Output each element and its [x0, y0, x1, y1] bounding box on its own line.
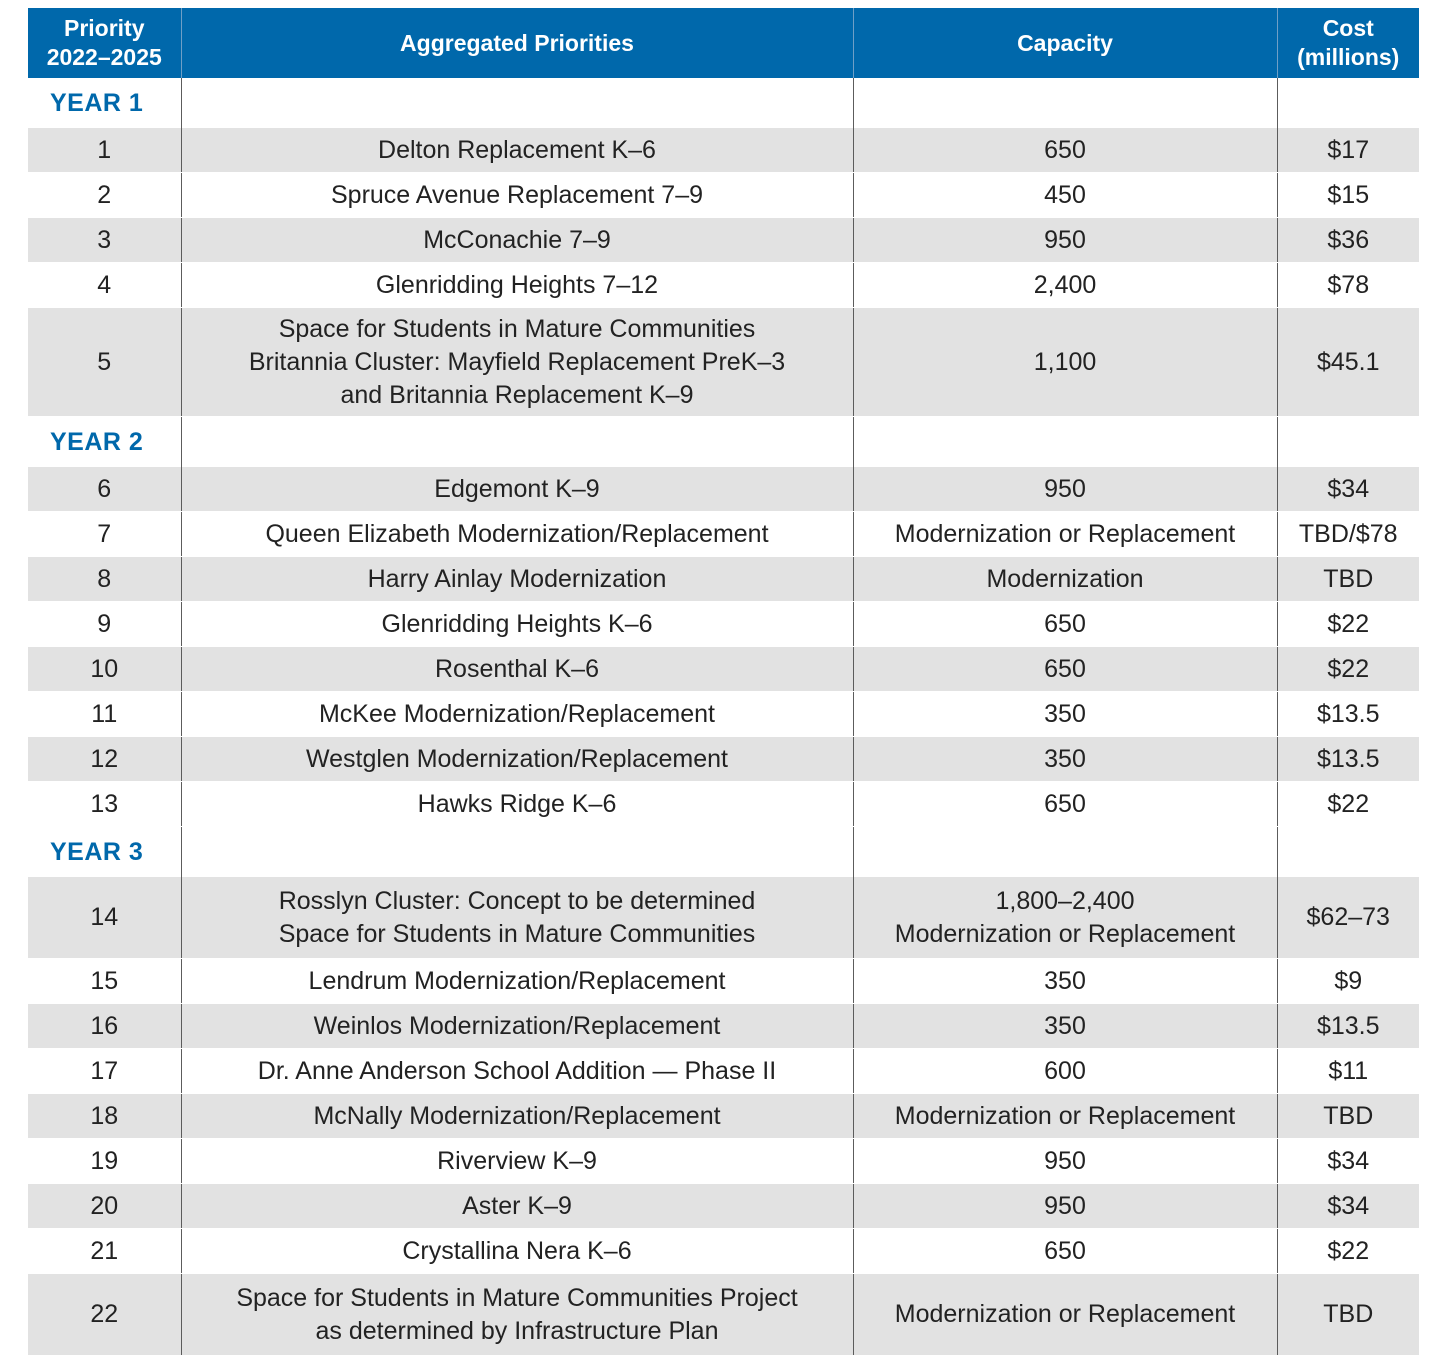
- aggregated-priority-line: Lendrum Modernization/Replacement: [308, 966, 726, 995]
- header-priority: [28, 8, 181, 78]
- table-row: [28, 1274, 1419, 1356]
- aggregated-priority-line: Delton Replacement K–6: [378, 135, 656, 164]
- aggregated-priority-line: Weinlos Modernization/Replacement: [313, 1011, 721, 1040]
- table-body: [28, 78, 1419, 1356]
- capacity-line: Modernization or Replacement: [894, 1300, 1236, 1328]
- table-row: [28, 647, 1419, 692]
- capacity: [853, 218, 1277, 263]
- capacity: [853, 877, 1277, 959]
- aggregated-priority: [181, 1274, 853, 1356]
- header-aggregated-priorities: Aggregated Priorities: [181, 8, 853, 78]
- cost: $36: [1277, 218, 1419, 263]
- capacity: [853, 1184, 1277, 1229]
- priority-number: 20: [28, 1184, 181, 1229]
- cost: $11: [1277, 1049, 1419, 1094]
- aggregated-priority-line: Rosslyn Cluster: Concept to be determined: [278, 886, 756, 915]
- capacity-line: 950: [1044, 1146, 1086, 1175]
- table-row: [28, 1229, 1419, 1274]
- table-row: [28, 1139, 1419, 1184]
- cost: $13.5: [1277, 1004, 1419, 1049]
- cost: $13.5: [1277, 737, 1419, 782]
- aggregated-priority: [181, 128, 853, 173]
- aggregated-priority-line: Crystallina Nera K–6: [402, 1236, 632, 1265]
- capacity-line: 1,100: [1033, 347, 1097, 376]
- cost: $34: [1277, 467, 1419, 512]
- year-empty-cell: [1277, 417, 1419, 468]
- aggregated-priority-line: Riverview K–9: [437, 1146, 597, 1175]
- aggregated-priority: [181, 467, 853, 512]
- table-row: [28, 692, 1419, 737]
- priority-number: 14: [28, 877, 181, 959]
- capacity: [853, 959, 1277, 1004]
- capacity: [853, 173, 1277, 218]
- year-section-row: [28, 827, 1419, 878]
- priority-number: 16: [28, 1004, 181, 1049]
- cost: $34: [1277, 1184, 1419, 1229]
- aggregated-priority: [181, 877, 853, 959]
- table-row: [28, 173, 1419, 218]
- cost: $45.1: [1277, 308, 1419, 417]
- table-row: [28, 218, 1419, 263]
- capacity: [853, 128, 1277, 173]
- table-row: [28, 1184, 1419, 1229]
- capacity-line: 950: [1044, 1191, 1086, 1220]
- aggregated-priority-line: McKee Modernization/Replacement: [318, 699, 716, 728]
- year-empty-cell: [1277, 827, 1419, 878]
- priority-number: 4: [28, 263, 181, 308]
- capacity-line: Modernization: [986, 564, 1144, 593]
- aggregated-priority: [181, 782, 853, 827]
- year-empty-cell: [853, 78, 1277, 128]
- capacity: [853, 1004, 1277, 1049]
- cost: $15: [1277, 173, 1419, 218]
- cost: $9: [1277, 959, 1419, 1004]
- priority-number: 22: [28, 1274, 181, 1356]
- header-cost: [1277, 8, 1419, 78]
- cost: TBD: [1277, 1094, 1419, 1139]
- table-row: [28, 128, 1419, 173]
- aggregated-priority-line: Aster K–9: [462, 1191, 572, 1220]
- priority-number: 3: [28, 218, 181, 263]
- aggregated-priority-line: Glenridding Heights 7–12: [375, 270, 659, 299]
- capacity: [853, 557, 1277, 602]
- priority-number: 1: [28, 128, 181, 173]
- table-row: [28, 557, 1419, 602]
- capacity: [853, 782, 1277, 827]
- aggregated-priority: [181, 1184, 853, 1229]
- cost: TBD/$78: [1277, 512, 1419, 557]
- priority-number: 5: [28, 308, 181, 417]
- capacity: [853, 737, 1277, 782]
- aggregated-priority-line: and Britannia Replacement K–9: [340, 380, 694, 409]
- aggregated-priority: [181, 959, 853, 1004]
- capacity: [853, 1139, 1277, 1184]
- cost: $78: [1277, 263, 1419, 308]
- capacity-line: 950: [1044, 474, 1086, 503]
- priority-number: 10: [28, 647, 181, 692]
- aggregated-priority-line: Edgemont K–9: [434, 474, 600, 503]
- header-cost-line: Cost: [1322, 15, 1374, 41]
- header-priority-line: Priority: [63, 15, 145, 41]
- priority-number: 17: [28, 1049, 181, 1094]
- year-section-row: [28, 78, 1419, 128]
- aggregated-priority-line: Hawks Ridge K–6: [417, 789, 617, 818]
- capacity-line: 650: [1044, 654, 1086, 683]
- priority-number: 7: [28, 512, 181, 557]
- cost: $13.5: [1277, 692, 1419, 737]
- aggregated-priority-line: Britannia Cluster: Mayfield Replacement PreK–3: [248, 347, 786, 376]
- year-empty-cell: [1277, 78, 1419, 128]
- cost: TBD: [1277, 1274, 1419, 1356]
- aggregated-priority-line: Westglen Modernization/Replacement: [306, 744, 728, 773]
- aggregated-priority: [181, 1139, 853, 1184]
- header-capacity: Capacity: [853, 8, 1277, 78]
- aggregated-priority: [181, 1049, 853, 1094]
- capacity-line: 650: [1044, 609, 1086, 638]
- table-row: [28, 959, 1419, 1004]
- aggregated-priority: [181, 512, 853, 557]
- year-label: YEAR 1: [28, 78, 181, 128]
- priority-number: 15: [28, 959, 181, 1004]
- priorities-table-container: [28, 8, 1419, 1356]
- table-row: [28, 263, 1419, 308]
- aggregated-priority: [181, 692, 853, 737]
- capacity-line: 450: [1044, 180, 1086, 209]
- aggregated-priority-line: Queen Elizabeth Modernization/Replacement: [265, 519, 769, 548]
- cost: $22: [1277, 782, 1419, 827]
- priority-number: 2: [28, 173, 181, 218]
- priority-number: 9: [28, 602, 181, 647]
- capacity: [853, 1274, 1277, 1356]
- capacity: [853, 692, 1277, 737]
- table-row: [28, 782, 1419, 827]
- table-row: [28, 737, 1419, 782]
- year-label: YEAR 2: [28, 417, 181, 468]
- capacity-line: 350: [1044, 1011, 1086, 1040]
- aggregated-priority-line: Harry Ainlay Modernization: [367, 564, 667, 593]
- aggregated-priority: [181, 308, 853, 417]
- capacity-line: 650: [1044, 135, 1086, 164]
- table-row: [28, 467, 1419, 512]
- aggregated-priority: [181, 1229, 853, 1274]
- capacity-line: 350: [1044, 966, 1086, 995]
- cost: $34: [1277, 1139, 1419, 1184]
- header-priority-line: 2022–2025: [46, 44, 162, 70]
- capacity: [853, 512, 1277, 557]
- aggregated-priority: [181, 218, 853, 263]
- capacity: [853, 602, 1277, 647]
- year-label: YEAR 3: [28, 827, 181, 878]
- aggregated-priority: [181, 557, 853, 602]
- aggregated-priority: [181, 263, 853, 308]
- capacity-line: 650: [1044, 789, 1086, 818]
- aggregated-priority-line: Space for Students in Mature Communities: [278, 919, 756, 948]
- cost: $22: [1277, 647, 1419, 692]
- capacity-line: 350: [1044, 744, 1086, 773]
- aggregated-priority-line: as determined by Infrastructure Plan: [315, 1316, 719, 1345]
- priority-number: 18: [28, 1094, 181, 1139]
- table-row: [28, 877, 1419, 959]
- table-row: [28, 1094, 1419, 1139]
- table-row: [28, 602, 1419, 647]
- priorities-table: [28, 8, 1419, 1356]
- capacity: [853, 263, 1277, 308]
- capacity-line: 650: [1044, 1236, 1086, 1265]
- table-row: [28, 512, 1419, 557]
- capacity: [853, 467, 1277, 512]
- aggregated-priority: [181, 1094, 853, 1139]
- capacity-line: 1,800–2,400: [995, 886, 1135, 915]
- aggregated-priority: [181, 1004, 853, 1049]
- year-section-row: [28, 417, 1419, 468]
- capacity: [853, 1094, 1277, 1139]
- aggregated-priority: [181, 647, 853, 692]
- aggregated-priority-line: McNally Modernization/Replacement: [313, 1101, 721, 1130]
- table-header: [28, 8, 1419, 78]
- capacity-line: 350: [1044, 699, 1086, 728]
- priority-number: 8: [28, 557, 181, 602]
- aggregated-priority: [181, 737, 853, 782]
- aggregated-priority-line: Space for Students in Mature Communities Project: [236, 1283, 798, 1312]
- aggregated-priority-line: Space for Students in Mature Communities: [278, 314, 756, 343]
- capacity-line: 600: [1044, 1056, 1086, 1085]
- priority-number: 13: [28, 782, 181, 827]
- priority-number: 12: [28, 737, 181, 782]
- cost: $22: [1277, 602, 1419, 647]
- capacity: [853, 308, 1277, 417]
- capacity-line: Modernization or Replacement: [894, 519, 1236, 548]
- year-empty-cell: [181, 827, 853, 878]
- table-row: [28, 1004, 1419, 1049]
- cost: $62–73: [1277, 877, 1419, 959]
- year-empty-cell: [181, 417, 853, 468]
- table-row: [28, 308, 1419, 417]
- cost: TBD: [1277, 557, 1419, 602]
- year-empty-cell: [853, 827, 1277, 878]
- capacity: [853, 647, 1277, 692]
- aggregated-priority-line: Spruce Avenue Replacement 7–9: [330, 180, 704, 209]
- cost: $17: [1277, 128, 1419, 173]
- aggregated-priority-line: McConachie 7–9: [423, 225, 611, 254]
- capacity: [853, 1049, 1277, 1094]
- aggregated-priority-line: Dr. Anne Anderson School Addition — Phase II: [257, 1056, 777, 1085]
- priority-number: 6: [28, 467, 181, 512]
- priority-number: 19: [28, 1139, 181, 1184]
- capacity-line: Modernization or Replacement: [894, 1101, 1236, 1130]
- priority-number: 21: [28, 1229, 181, 1274]
- capacity-line: 950: [1044, 225, 1086, 254]
- aggregated-priority: [181, 173, 853, 218]
- aggregated-priority: [181, 602, 853, 647]
- year-empty-cell: [853, 417, 1277, 468]
- header-cost-line: (millions): [1297, 44, 1400, 70]
- capacity-line: Modernization or Replacement: [894, 919, 1236, 948]
- aggregated-priority-line: Rosenthal K–6: [434, 654, 599, 683]
- cost: $22: [1277, 1229, 1419, 1274]
- capacity: [853, 1229, 1277, 1274]
- priority-number: 11: [28, 692, 181, 737]
- year-empty-cell: [181, 78, 853, 128]
- aggregated-priority-line: Glenridding Heights K–6: [381, 609, 653, 638]
- table-row: [28, 1049, 1419, 1094]
- capacity-line: 2,400: [1033, 270, 1097, 299]
